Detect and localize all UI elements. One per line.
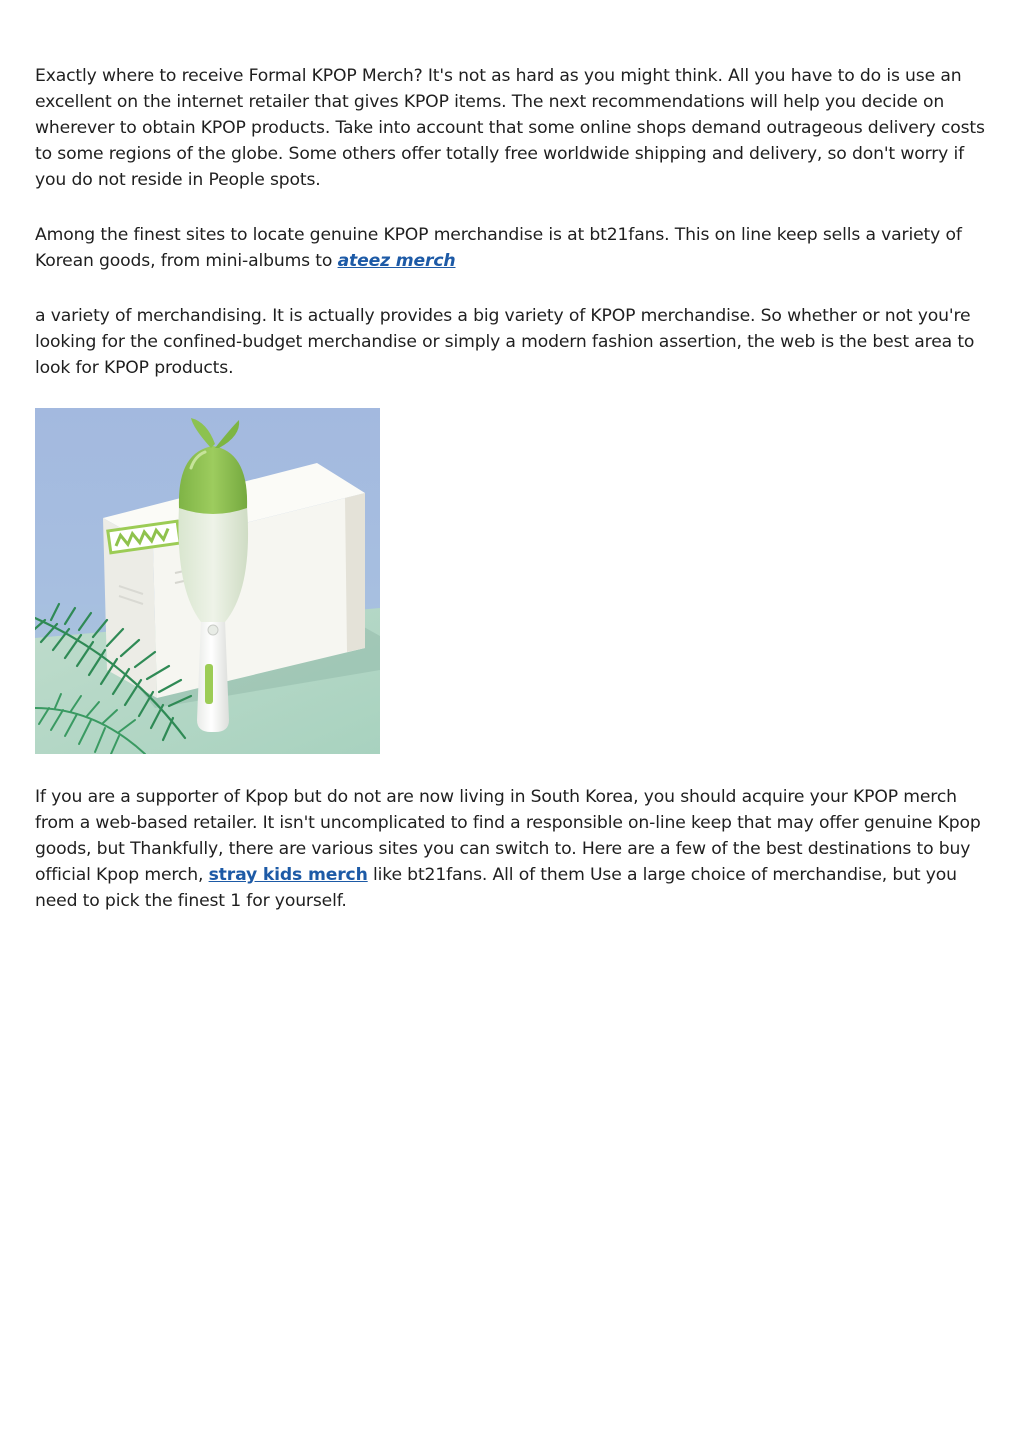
paragraph-living-abroad — [35, 784, 993, 914]
paragraph-intro: Exactly where to receive Formal KPOP Merch? It's not as hard as you might think. All you have to do is use an excellent on the internet retailer that gives KPOP items. The next recommendations will help you decide on wherever to obtain KPOP products. Take into account that some online shops demand outrageous delivery costs to some regions of the globe. Some others offer totally free worldwide shipping and delivery, so don't worry if you do not reside in People spots. — [35, 66, 985, 190]
paragraph-variety: a variety of merchandising. It is actually provides a big variety of KPOP merchandise. So whether or not you're looking for the confined-budget merchandise or simply a modern fashion assertion, the web is the best area to look for KPOP products. — [35, 306, 975, 378]
document-page — [35, 63, 993, 914]
ateez-merch-link[interactable]: ateez merch — [337, 251, 456, 271]
stray-kids-merch-link[interactable]: stray kids merch — [208, 865, 368, 885]
paragraph-living-abroad-text: If you are a supporter of Kpop but do not are now living in South Korea, you should acquire your KPOP merch from a web-based retailer. It isn't uncomplicated to find a responsible on-line keep that may offer genuine Kpop goods, but Thankfully, there are various sites you can switch to. Here are a few of the best destinations to buy official Kpop merch, — [35, 787, 981, 885]
lightstick-product-image — [35, 408, 380, 754]
paragraph-living-abroad-text-end: like bt21fans. All of them Use a large choice of merchandise, but you need to pick the finest 1 for yourself. — [35, 865, 957, 911]
paragraph-bt21fans-text: Among the finest sites to locate genuine KPOP merchandise is at bt21fans. This on line keep sells a variety of Korean goods, from mini-albums to — [35, 225, 962, 271]
paragraph-bt21fans — [35, 222, 993, 274]
